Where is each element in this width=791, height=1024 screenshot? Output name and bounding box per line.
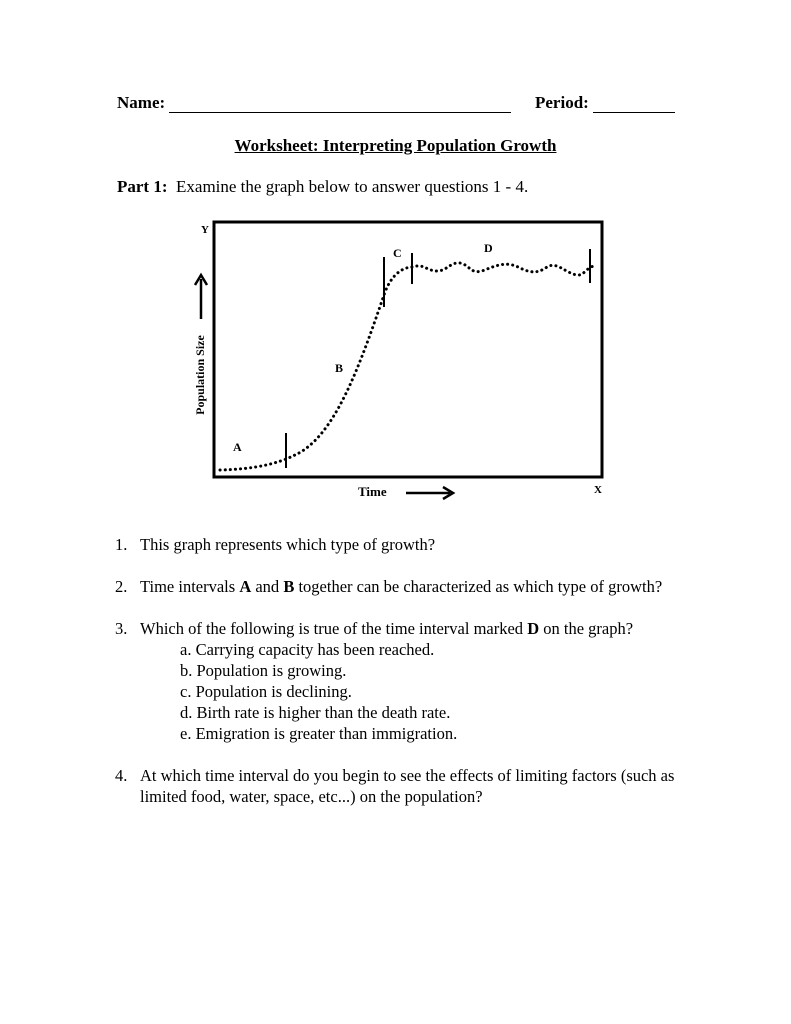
growth-curve bbox=[220, 263, 597, 470]
interval-ref-b: B bbox=[283, 577, 295, 596]
question-1 bbox=[110, 534, 710, 555]
question-3 bbox=[110, 618, 710, 744]
question-text-part: together can be characterized as which type of growth? bbox=[294, 577, 663, 596]
worksheet-title: Worksheet: Interpreting Population Growth bbox=[234, 136, 557, 155]
question-number: 3. bbox=[115, 619, 128, 638]
y-axis-label bbox=[193, 334, 207, 414]
interval-ref-a: A bbox=[239, 577, 252, 596]
part1-text: Examine the graph below to answer questions 1 - 4. bbox=[176, 177, 529, 196]
question-text: At which time interval do you begin to see the effects of limiting factors (such as limited food, water, space, etc...) on the population? bbox=[140, 766, 675, 806]
question-text: This graph represents which type of growth? bbox=[140, 535, 436, 554]
part1-label: Part 1: bbox=[117, 177, 168, 196]
population-growth-chart bbox=[185, 215, 625, 515]
x-axis-label-text: Time bbox=[358, 484, 387, 499]
x-axis-letter: X bbox=[594, 484, 602, 496]
question-number: 1. bbox=[115, 535, 128, 554]
option-e: e. Emigration is greater than immigration. bbox=[180, 724, 458, 743]
period-blank[interactable] bbox=[593, 112, 675, 113]
part1-instruction bbox=[117, 177, 528, 197]
y-axis-label-text: Population Size bbox=[193, 335, 207, 415]
option-b: b. Population is growing. bbox=[180, 661, 347, 680]
question-text-part: Time intervals bbox=[140, 577, 240, 596]
y-axis-letter: Y bbox=[201, 224, 209, 236]
question-list bbox=[110, 534, 710, 828]
question-4 bbox=[110, 765, 710, 807]
question-text-part: Which of the following is true of the time interval marked bbox=[140, 619, 528, 638]
name-blank[interactable] bbox=[169, 112, 511, 113]
interval-label-a: A bbox=[233, 440, 242, 454]
answer-options bbox=[140, 639, 710, 744]
name-label: Name: bbox=[117, 93, 166, 112]
question-number: 2. bbox=[115, 577, 128, 596]
question-number: 4. bbox=[115, 766, 128, 785]
option-d: d. Birth rate is higher than the death rate. bbox=[180, 703, 451, 722]
interval-ref-d: D bbox=[527, 619, 540, 638]
plot-frame bbox=[214, 222, 602, 477]
option-a: a. Carrying capacity has been reached. bbox=[180, 640, 435, 659]
interval-label-c: C bbox=[393, 246, 402, 260]
period-label: Period: bbox=[535, 93, 589, 112]
interval-label-b: B bbox=[335, 361, 344, 375]
question-text-part: on the graph? bbox=[539, 619, 634, 638]
question-2 bbox=[110, 576, 710, 597]
option-c: c. Population is declining. bbox=[180, 682, 352, 701]
header-row bbox=[117, 93, 675, 117]
interval-label-d: D bbox=[484, 241, 493, 255]
question-text-part: and bbox=[251, 577, 284, 596]
